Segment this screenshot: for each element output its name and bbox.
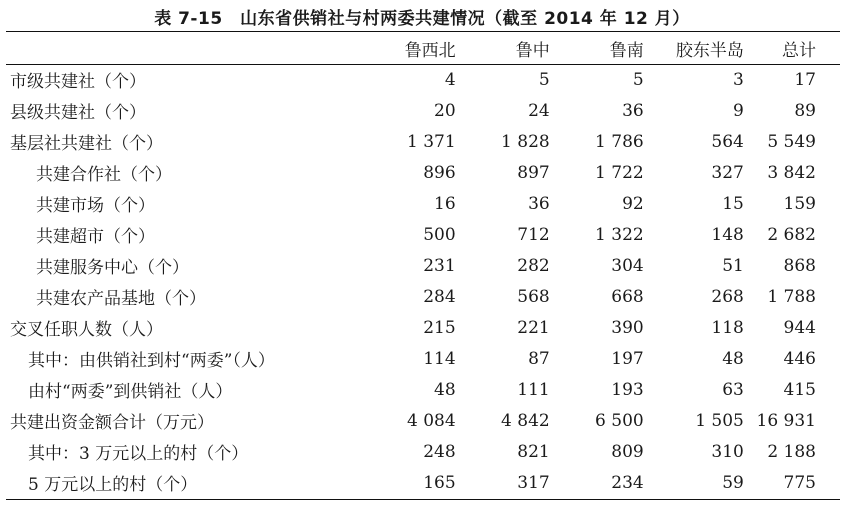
- table-cell: 197: [611, 348, 644, 369]
- row-label: 市级共建社（个）: [10, 72, 146, 92]
- header-blank: [6, 33, 374, 64]
- table-row: [6, 405, 840, 436]
- table-cell: 1 322: [595, 224, 644, 245]
- bottom-rule: [6, 499, 840, 500]
- table-cell: 944: [783, 317, 816, 338]
- column-header: 胶东半岛: [675, 41, 744, 61]
- table-cell: 500: [423, 224, 456, 245]
- table-cell: 3: [733, 69, 744, 90]
- table-cell: 234: [611, 472, 644, 493]
- table-cell: 2 682: [767, 224, 816, 245]
- row-label: 共建出资金额合计（万元）: [10, 413, 214, 433]
- table-cell: 215: [423, 317, 456, 338]
- column-header: 鲁南: [609, 41, 644, 61]
- table-cell: 1 828: [501, 131, 550, 152]
- table-cell: 284: [423, 286, 456, 307]
- row-label: 其中：由供销社到村“两委”（人）: [28, 351, 275, 371]
- table-cell: 1 505: [695, 410, 744, 431]
- table-cell: 668: [611, 286, 644, 307]
- table-cell: 111: [517, 379, 550, 400]
- table-cell: 231: [423, 255, 456, 276]
- table-cell: 564: [711, 131, 744, 152]
- row-label: 共建市场（个）: [36, 196, 155, 216]
- table-row: [6, 281, 840, 312]
- table-row: [6, 95, 840, 126]
- table-row: [6, 126, 840, 157]
- table-cell: 446: [783, 348, 816, 369]
- row-label: 5 万元以上的村（个）: [28, 475, 198, 495]
- table-cell: 327: [711, 162, 744, 183]
- table-cell: 6 500: [595, 410, 644, 431]
- table-cell: 5: [632, 69, 644, 90]
- column-header: 鲁西北: [404, 41, 456, 61]
- table-cell: 3 842: [767, 162, 816, 183]
- table-cell: 868: [783, 255, 816, 276]
- row-label: 县级共建社（个）: [10, 103, 146, 123]
- table-cell: 5 549: [767, 131, 816, 152]
- table-cell: 48: [722, 348, 744, 369]
- table-cell: 310: [711, 441, 744, 462]
- table-cell: 1 371: [407, 131, 456, 152]
- table-cell: 193: [611, 379, 644, 400]
- table-row: [6, 250, 840, 281]
- table-cell: 51: [722, 255, 744, 276]
- table-cell: 17: [794, 69, 816, 90]
- table-cell: 221: [517, 317, 550, 338]
- table-cell: 268: [711, 286, 744, 307]
- table-row: [6, 188, 840, 219]
- table-cell: 4: [444, 69, 456, 90]
- table-row: [6, 436, 840, 467]
- row-label: 共建农产品基地（个）: [36, 289, 206, 309]
- table-cell: 114: [423, 348, 456, 369]
- row-label: 共建合作社（个）: [36, 165, 172, 185]
- table-row: [6, 467, 840, 498]
- table-cell: 24: [528, 100, 550, 121]
- table-cell: 9: [733, 100, 744, 121]
- table-row: [6, 64, 840, 95]
- table-cell: 1 722: [595, 162, 644, 183]
- table-cell: 304: [611, 255, 644, 276]
- table-cell: 36: [528, 193, 550, 214]
- table-row: [6, 312, 840, 343]
- table-cell: 775: [783, 472, 816, 493]
- table-cell: 87: [528, 348, 550, 369]
- table-cell: 20: [434, 100, 456, 121]
- table-cell: 165: [423, 472, 456, 493]
- row-label: 共建超市（个）: [36, 227, 155, 247]
- table-cell: 48: [434, 379, 456, 400]
- table-row: [6, 157, 840, 188]
- data-table: [6, 33, 840, 498]
- top-rule: [6, 31, 840, 32]
- table-cell: 92: [622, 193, 644, 214]
- table-cell: 712: [517, 224, 550, 245]
- table-cell: 36: [622, 100, 644, 121]
- row-label: 共建服务中心（个）: [36, 258, 189, 278]
- table-cell: 896: [423, 162, 456, 183]
- table-cell: 1 788: [767, 286, 816, 307]
- table-cell: 59: [722, 472, 744, 493]
- table-cell: 89: [794, 100, 816, 121]
- table-cell: 809: [611, 441, 644, 462]
- table-cell: 2 188: [767, 441, 816, 462]
- table-caption: 表 7-15 山东省供销社与村两委共建情况（截至 2014 年 12 月）: [154, 9, 690, 29]
- header-row: [6, 33, 840, 64]
- table-cell: 63: [722, 379, 744, 400]
- table-cell: 4 084: [407, 410, 456, 431]
- table-cell: 248: [423, 441, 456, 462]
- row-label: 基层社共建社（个）: [10, 134, 163, 154]
- table-cell: 16: [434, 193, 456, 214]
- table-cell: 897: [517, 162, 550, 183]
- row-label: 交叉任职人数（人）: [10, 320, 163, 340]
- table-cell: 317: [517, 472, 550, 493]
- table-cell: 5: [538, 69, 550, 90]
- table-cell: 16 931: [756, 410, 816, 431]
- table-cell: 568: [517, 286, 550, 307]
- table-cell: 148: [711, 224, 744, 245]
- table-cell: 821: [517, 441, 550, 462]
- table-row: [6, 343, 840, 374]
- row-label: 由村“两委”到供销社（人）: [28, 382, 233, 402]
- table-cell: 415: [783, 379, 816, 400]
- row-label: 其中：3 万元以上的村（个）: [28, 444, 249, 464]
- table-cell: 390: [611, 317, 644, 338]
- table-cell: 118: [711, 317, 744, 338]
- table-cell: 282: [517, 255, 550, 276]
- table-cell: 4 842: [501, 410, 550, 431]
- table-row: [6, 374, 840, 405]
- table-cell: 15: [722, 193, 744, 214]
- table-cell: 1 786: [595, 131, 644, 152]
- column-header: 鲁中: [515, 41, 550, 61]
- table-cell: 159: [783, 193, 816, 214]
- table-row: [6, 219, 840, 250]
- column-header: 总计: [782, 41, 816, 61]
